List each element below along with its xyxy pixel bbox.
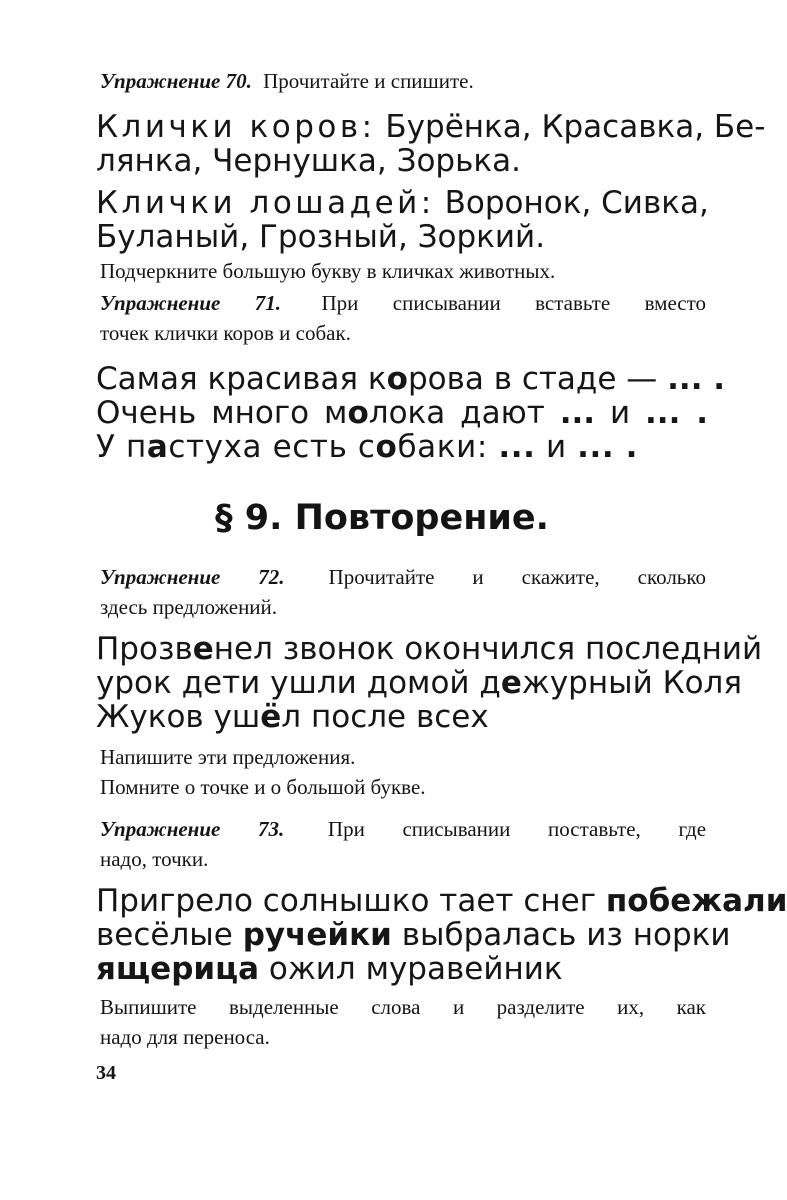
exercise-71-heading xyxy=(100,288,706,348)
exercise-72-heading xyxy=(100,562,706,622)
exercise-instruction: надо, точки. xyxy=(100,847,209,871)
highlighted-text: о xyxy=(347,395,369,431)
highlighted-text: о xyxy=(386,361,408,397)
passage-line xyxy=(96,883,787,919)
exercise-73-heading xyxy=(100,814,706,874)
exercise-instruction: здесь предложений. xyxy=(100,595,278,619)
text-segment: лянка, Чернушка, Зорька. xyxy=(96,143,521,179)
highlighted-text: ручейки xyxy=(242,917,392,953)
task-text: Подчеркните большую букву в кличках животных. xyxy=(100,259,556,283)
text-segment: Клички коров: xyxy=(96,109,376,145)
text-segment: выбралась из норки xyxy=(391,917,731,953)
text-segment: Самая красивая к xyxy=(96,361,387,397)
exercise-73-task xyxy=(100,992,706,1052)
task-text: Напишите эти предложения. xyxy=(100,745,356,769)
highlighted-text: ... . xyxy=(645,395,708,431)
highlighted-text: ё xyxy=(260,699,282,735)
highlighted-text: ... . xyxy=(667,361,726,397)
passage-line xyxy=(96,396,708,430)
exercise-70-heading xyxy=(100,66,706,96)
exercise-instruction: При списывании поставьте, где xyxy=(327,817,707,841)
exercise-label: Упражнение 70. xyxy=(100,69,252,93)
text-segment: л после всех xyxy=(281,699,489,735)
exercise-72-passage xyxy=(96,631,763,735)
passage-line xyxy=(96,430,708,464)
highlighted-text: е xyxy=(500,665,522,701)
text-segment: Пригрело солнышко тает снег xyxy=(96,883,606,919)
text-segment: Воронок, Сивка, xyxy=(434,185,709,221)
exercise-71-passage xyxy=(96,361,726,465)
text-segment: и xyxy=(595,395,646,431)
text-segment: Бурёнка, Красавка, Бе- xyxy=(375,109,766,145)
exercise-70-passage-2 xyxy=(96,186,708,254)
exercise-instruction: При списывании вставьте вместо xyxy=(321,291,707,315)
exercise-instruction: Прочитайте и спишите. xyxy=(263,69,474,93)
task-text: Помните о точке и о большой букве. xyxy=(100,775,426,799)
exercise-instruction: точек клички коров и собак. xyxy=(100,321,351,345)
task-text: надо для переноса. xyxy=(100,1025,270,1049)
passage-line xyxy=(96,917,731,953)
passage-line xyxy=(96,220,708,254)
text-segment: лока дают xyxy=(368,395,560,431)
text-segment: баки: xyxy=(397,429,499,465)
passage-line xyxy=(96,361,726,397)
text-segment: и xyxy=(535,429,578,465)
page-number: 34 xyxy=(96,1062,116,1084)
highlighted-text: а xyxy=(146,429,169,465)
passage-line xyxy=(96,631,763,667)
highlighted-text: ящерица xyxy=(96,951,260,987)
passage-line xyxy=(96,665,743,701)
text-segment: нел звонок окончился последний xyxy=(213,631,763,667)
text-segment: У п xyxy=(96,429,147,465)
text-segment: Клички лошадей: xyxy=(96,185,435,221)
text-segment: Буланый, Грозный, Зоркий. xyxy=(96,219,546,255)
task-text: Выпишите выделенные слова и разделите их, как xyxy=(100,995,706,1019)
exercise-instruction: Прочитайте и скажите, сколько xyxy=(328,565,707,589)
exercise-label: Упражнение 71. xyxy=(100,291,282,315)
text-segment: Очень много м xyxy=(96,395,348,431)
text-segment: Жуков уш xyxy=(96,699,261,735)
passage-line xyxy=(96,109,766,145)
highlighted-text: ... xyxy=(559,395,596,431)
highlighted-text: ... xyxy=(498,429,536,465)
text-segment: рова в стаде — xyxy=(407,361,668,397)
exercise-73-passage xyxy=(96,883,787,987)
text-segment: урок дети ушли домой д xyxy=(96,665,501,701)
exercise-72-task xyxy=(100,742,706,802)
text-segment: ожил муравейник xyxy=(259,951,563,987)
section-title: § 9. Повторение. xyxy=(215,498,549,538)
text-segment: Прозв xyxy=(96,631,193,667)
passage-line xyxy=(96,186,708,220)
passage-line xyxy=(96,144,708,178)
highlighted-text: побежали xyxy=(605,883,787,919)
exercise-70-passage xyxy=(96,109,766,179)
passage-line xyxy=(96,952,708,986)
passage-line xyxy=(96,700,708,734)
highlighted-text: о xyxy=(375,429,398,465)
highlighted-text: ... . xyxy=(577,429,639,465)
highlighted-text: е xyxy=(192,631,214,667)
text-segment: весёлые xyxy=(96,917,243,953)
exercise-70-task xyxy=(100,256,706,286)
text-segment: стуха есть с xyxy=(168,429,376,465)
exercise-label: Упражнение 72. xyxy=(100,565,285,589)
text-segment: журный Коля xyxy=(521,665,743,701)
exercise-label: Упражнение 73. xyxy=(100,817,285,841)
